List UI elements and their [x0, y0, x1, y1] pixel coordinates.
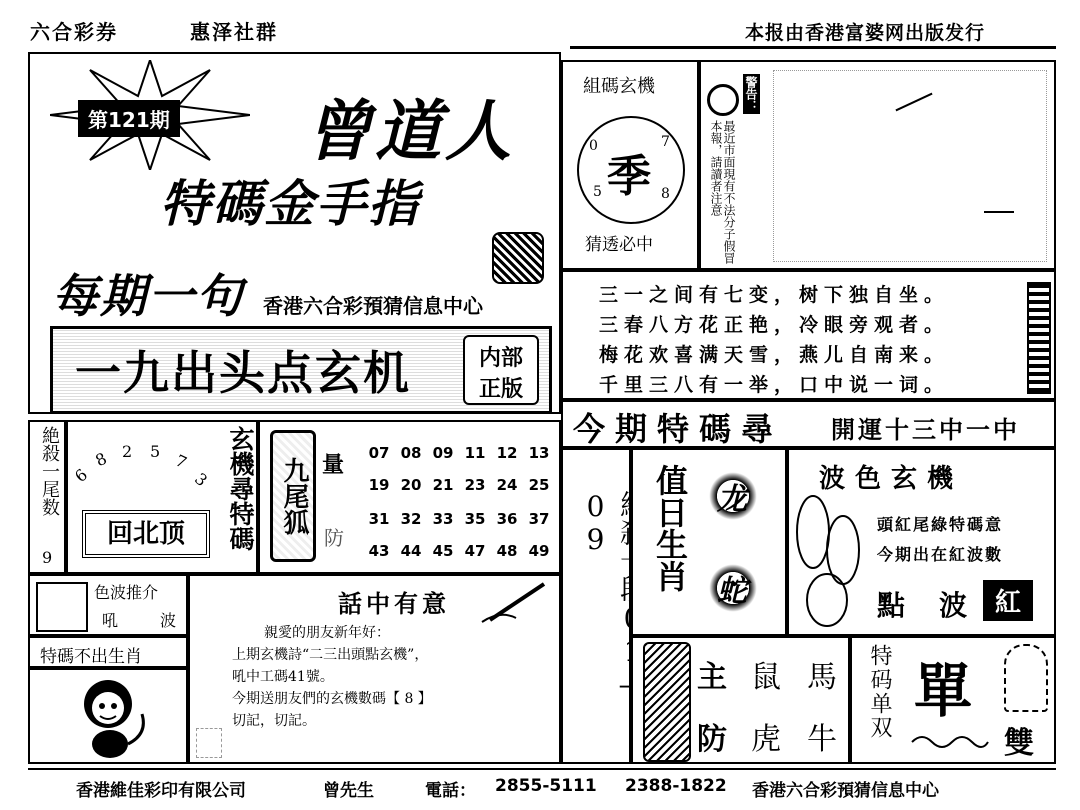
pen-icon: [480, 580, 550, 626]
kill-tail-stamp: 回北顶: [82, 510, 210, 558]
mystic-num: 32: [400, 510, 422, 528]
combo-panel: [561, 60, 699, 270]
single-double-panel: [850, 636, 1056, 764]
special-title: 今期特碼尋: [573, 410, 784, 448]
wave-color-point-label: 點: [877, 589, 906, 622]
talk-blank-mark: [196, 728, 222, 758]
footer-phone-2: 2388-1822: [625, 776, 727, 796]
arc-num-0: 6: [71, 464, 92, 487]
mystic-num: 08: [400, 444, 422, 462]
talk-title: 話中有意: [338, 589, 450, 618]
arc-num-2: 2: [122, 442, 133, 461]
duty-label: 值日生肖: [651, 464, 689, 592]
mystic-num: 33: [432, 510, 454, 528]
kill-tail-art: [66, 420, 258, 574]
kill-segment-panel: [561, 448, 631, 764]
warning-label: 警告：: [744, 76, 758, 112]
combo-num-2: 5: [593, 184, 602, 200]
mystic-num: 13: [528, 444, 550, 462]
single-double-label: 特码单双: [867, 644, 892, 740]
wave-color-title: 波色玄機: [819, 464, 964, 494]
single-double-big: 單: [914, 657, 973, 725]
duty-panel: [631, 448, 787, 636]
guard-animal-b: 牛: [807, 722, 837, 757]
cactus-icon: [791, 490, 871, 630]
mystic-panel: [258, 420, 561, 574]
main-animal-b: 馬: [807, 660, 837, 695]
phrase-tag-line1: 内部: [478, 346, 523, 371]
phrase-tag: [463, 335, 539, 405]
mystic-title: 玄機尋特碼: [226, 426, 255, 551]
main-label: 主: [697, 660, 727, 695]
footer-company: 香港維佳彩印有限公司: [76, 781, 246, 801]
mystic-num: 37: [528, 510, 550, 528]
mascot-icon: [492, 232, 544, 284]
wave-push-line1: 色波推介: [94, 583, 159, 602]
arc-num-5: 3: [191, 468, 212, 491]
kill-tail-label: 絶殺一尾数: [39, 426, 60, 516]
combo-num-3: 8: [661, 186, 670, 202]
header-left-group: 惠泽社群: [190, 20, 278, 44]
single-double-side: 雙: [1004, 726, 1034, 761]
special-motto: 開運十三中一中: [831, 416, 1020, 444]
hero-panel: [28, 52, 561, 414]
mystic-num: 36: [496, 510, 518, 528]
wave-color-panel: [787, 448, 1056, 636]
issue-badge: 第121期: [78, 100, 180, 137]
header-rule: [570, 46, 1056, 49]
header-notice: 本报由香港富婆网出版发行: [745, 22, 986, 44]
combo-circle: [577, 116, 685, 224]
guard-label: 防: [697, 722, 727, 757]
mystic-num: 24: [496, 476, 518, 494]
special-panel: [561, 400, 1056, 448]
combo-num-0: 0: [589, 138, 598, 154]
wave-push-line2-left: 吼: [102, 611, 119, 630]
duty-animal-1: 龙: [717, 482, 747, 517]
center-name: 香港六合彩預猜信息中心: [263, 294, 483, 318]
wave-color-box-value: 紅: [983, 580, 1033, 621]
talk-line-2: 吼中工碼41號。: [232, 669, 334, 685]
talk-panel: [188, 574, 561, 764]
mystic-side-bottom: 防: [324, 526, 344, 550]
mystic-num: 23: [464, 476, 486, 494]
talk-line-3: 今期送朋友們的玄機數碼【 8 】: [232, 691, 432, 707]
poem-seal-icon: [1027, 282, 1051, 394]
main-guard-panel: [631, 636, 850, 764]
poem-panel: [561, 270, 1056, 400]
footer-phone-label: 電話：: [425, 781, 476, 801]
wave-push-line2-right: 波: [160, 611, 177, 630]
footer-phone-1: 2855-5111: [495, 776, 597, 796]
wave-color-line2: 今期出在紅波數: [877, 545, 1004, 564]
phrase-box: [50, 326, 552, 414]
combo-num-1: 7: [661, 134, 670, 150]
duty-animal-2: 蛇: [717, 574, 747, 609]
phrase-tag-line2: 正版: [478, 377, 523, 402]
mystic-num: 44: [400, 542, 422, 560]
kill-tail-value: 9: [42, 548, 53, 567]
lamp-icon: [1004, 644, 1048, 712]
deity-image: [643, 642, 691, 762]
mystic-num: 45: [432, 542, 454, 560]
no-zodiac-panel: [28, 636, 188, 668]
mystic-num: 09: [432, 444, 454, 462]
poem-line-1: 三一之间有七变，树下独自坐。: [599, 284, 950, 306]
monkey-panel: [28, 668, 188, 764]
ornament-icon: [910, 732, 990, 752]
wave-push-panel: [28, 574, 188, 636]
warning-panel: [699, 60, 1056, 270]
mystic-num: 43: [368, 542, 390, 560]
poem-line-3: 梅花欢喜满天雪，燕儿自南来。: [599, 344, 950, 366]
hero-subtitle: 特碼金手指: [160, 175, 420, 233]
phrase-text: 一九出头点玄机: [75, 346, 411, 400]
mystic-num: 19: [368, 476, 390, 494]
each-phrase: 每期一句: [52, 269, 244, 323]
main-animal-a: 鼠: [751, 660, 781, 695]
scenery-image: [773, 70, 1047, 262]
wave-color-line1: 頭紅尾綠特碼意: [877, 515, 1004, 534]
mystic-num: 48: [496, 542, 518, 560]
arc-num-3: 5: [150, 442, 161, 461]
talk-line-4: 切記，切記。: [232, 713, 316, 729]
mystic-badge: 九尾狐: [270, 430, 316, 562]
mystic-num: 31: [368, 510, 390, 528]
talk-greeting: 親愛的朋友新年好：: [264, 625, 390, 641]
arc-num-4: 7: [172, 450, 190, 473]
no-zodiac-text: 特碼不出生肖: [40, 647, 142, 667]
combo-char: 季: [607, 151, 651, 202]
mystic-num: 21: [432, 476, 454, 494]
monkey-icon: [64, 674, 154, 760]
mystic-num: 49: [528, 542, 550, 560]
wave-color-point-value: 波: [939, 589, 968, 622]
kill-segment-text: 09: [579, 490, 612, 556]
mystic-num: 35: [464, 510, 486, 528]
warning-text: 最近市面現有不法分子假冒本報，請讀者注意: [709, 120, 736, 264]
poem-line-2: 三春八方花正艳，冷眼旁观者。: [599, 314, 950, 336]
mystic-num: 20: [400, 476, 422, 494]
mystic-num: 12: [496, 444, 518, 462]
mystic-side-top: 量: [322, 453, 345, 478]
talk-line-1: 上期玄機詩“二三出頭點玄機”，: [232, 647, 429, 663]
guard-animal-a: 虎: [751, 722, 781, 757]
kill-tail-panel: [28, 420, 66, 574]
mystic-num: 11: [464, 444, 486, 462]
warning-icon: [707, 84, 739, 116]
footer-rule: [28, 768, 1056, 770]
combo-title: 組碼玄機: [583, 76, 655, 97]
combo-footer: 猜透必中: [585, 235, 653, 255]
arc-num-1: 8: [92, 448, 110, 471]
footer-person: 曾先生: [323, 781, 374, 801]
mystic-num: 25: [528, 476, 550, 494]
header-left-brand: 六合彩券: [30, 20, 118, 44]
hero-title: 曾道人: [305, 93, 515, 170]
mystic-num: 07: [368, 444, 390, 462]
wave-push-blank: [36, 582, 88, 632]
poem-line-4: 千里三八有一举，口中说一词。: [599, 374, 950, 396]
footer-center: 香港六合彩預猜信息中心: [752, 781, 939, 801]
mystic-num: 47: [464, 542, 486, 560]
